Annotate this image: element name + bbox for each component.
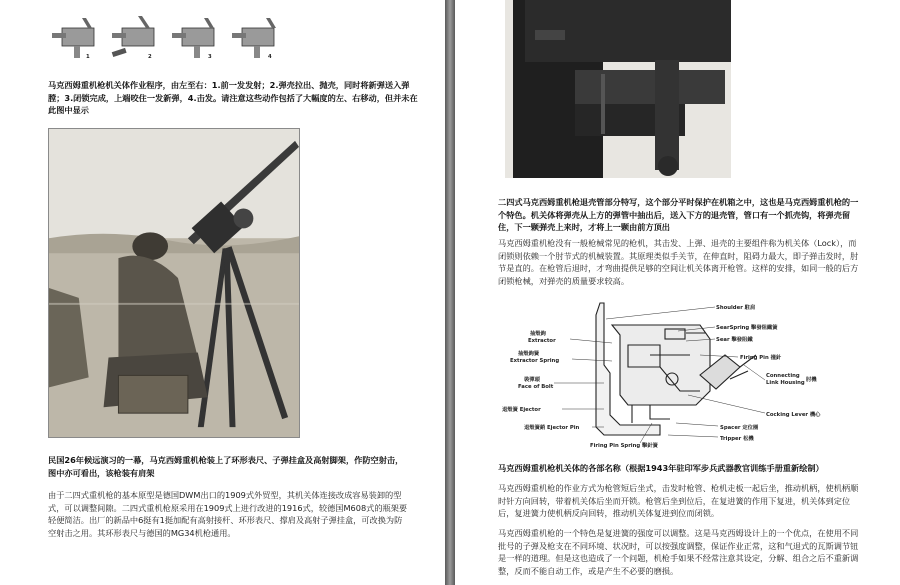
label-sear-spring: SearSpring 擊發阻鐵簧 [716, 325, 778, 331]
sequence-step-3 [172, 18, 214, 60]
label-extractor-spring-cn: 抽殼鉤簧 [518, 351, 540, 357]
label-shoulder: Shoulder 駐肩 [716, 305, 756, 311]
body-paragraph-2: 马克西姆重机枪的作业方式为枪管短后坐式，击发时枪管、枪机走板一起后坐，推动机柄，使机柄顺时针方向回转，带着机关体后坐而开锁。枪管后坐到位后，在复进簧的作用下复进，机关体到定位后，复进簧力使机柄反向回转，推动机关体复进到位而闭锁。 [498, 483, 859, 519]
label-link-housing-cn: 肘機 [806, 377, 817, 383]
sequence-caption: 马克西姆重机枪机关体作业程序，由左至右：1.前一发发射；2.弹壳拉出、抛壳，同时将新弹送入弹膛；3.闭锁完成，上端咬住一发新弹，4.击发。请注意这些动作包括了大幅度的左、右移动，但并未在此图中显示 [48, 80, 418, 116]
label-ejector-pin: 退殼簧銷 Ejector Pin [524, 425, 580, 431]
photo-caption: 民国26年候远演习的一幕，马克西姆重机枪装上了环形表尺、子弹挂盒及高射脚架，作防空射击，图中亦可看出，该枪装有肩架 [48, 455, 404, 478]
label-extractor-cn: 抽殼鉤 [530, 331, 546, 337]
left-page [0, 0, 445, 585]
label-sear: Sear 擊發阻鐵 [716, 337, 753, 343]
label-extractor-spring: Extractor Spring [510, 358, 560, 364]
book-gutter [445, 0, 455, 585]
diagram-title: 马克西姆重机枪机关体的各部名称（根据1943年驻印军步兵武器教官训练手册重新绘制） [498, 463, 824, 473]
sequence-step-2 [112, 16, 154, 60]
sequence-number: 2 [148, 54, 152, 60]
ejection-tube-closeup-photo [505, 0, 731, 178]
label-link-housing: Link Housing [766, 380, 805, 386]
label-tripper: Tripper 松機 [720, 436, 754, 442]
body-paragraph: 由于二四式重机枪的基本原型是德国DWM出口的1909式外贸型，其机关体连接改成容易装卸的型式，可以调整间隙。二四式重机枪原采用在1909式上进行改进的1916式，较德国M608式的瓶架要轻便简洁。出厂的新品中6挺有1挺加配有高射接杆、环形表尺、撑肩及高射子弹挂盒，可改换为防空射击之用。其环形表尺与德国的MG34机枪通用。 [48, 490, 408, 538]
label-face-of-bolt: Face of Bolt [518, 384, 554, 390]
label-firing-pin-spring: Firing Pin Spring 擊針簧 [590, 443, 658, 449]
lock-parts-diagram [500, 295, 855, 450]
sequence-step-4 [232, 18, 276, 60]
sequence-number: 4 [268, 54, 272, 60]
label-spacer: Spacer 定位圈 [720, 425, 759, 431]
label-connecting: Connecting [766, 373, 800, 379]
sequence-step-1 [52, 18, 94, 60]
sequence-number: 1 [86, 54, 90, 60]
label-face-of-bolt-cn: 裝彈頭 [524, 377, 540, 383]
lock-drawing [596, 303, 756, 435]
soldier-antiaircraft-photo [48, 128, 300, 438]
sequence-number: 3 [208, 54, 212, 60]
label-firing-pin: Firing Pin 撞針 [740, 355, 782, 361]
label-ejector: 退殼簧 Ejector [502, 407, 541, 413]
label-extractor: Extractor [528, 338, 556, 344]
closeup-caption: 二四式马克西姆重机枪退壳管部分特写，这个部分平时保护在机箱之中，这也是马克西姆重机枪的一个特色。机关体将弹壳从上方的弹管中抽出后，送入下方的退壳管，管口有一个抓壳钩，将弹壳留住，下一颗弹壳上来时，才将上一颗由前方顶出 [498, 197, 859, 233]
label-cocking-lever: Cocking Lever 機心 [766, 412, 821, 418]
lock-sequence-illustration [50, 14, 300, 62]
body-paragraph-3: 马克西姆重机枪的一个特色是复进簧的强度可以调整。这是马克西姆设计上的一个优点，在使用不同批号的子弹及枪支在不同环境、状况时，可以按强度调整，保证作业正常，这和气退式的瓦斯调节钮是一样的道理。但是这也造成了一个问题，机枪手如果不经常注意其设定，分解、组合之后不重新调整，反而不能自动工作，或是产生不必要的磨损。 [498, 528, 859, 576]
right-page [455, 0, 900, 585]
body-paragraph-1: 马克西姆重机枪没有一般枪械常见的枪机，其击发、上弹、退壳的主要组件称为机关体（Lock），而闭锁则依赖一个肘节式的机械装置。其原理类似手关节，在伸直时，阻碍力最大，即子弹击发时，肘节是直的。在枪管后退时，才弯曲提供足够的空间让机关体离开枪管。这样的安排，如同一般的后方闭锁枪械，对弹壳的质量要求较高。 [498, 238, 859, 286]
